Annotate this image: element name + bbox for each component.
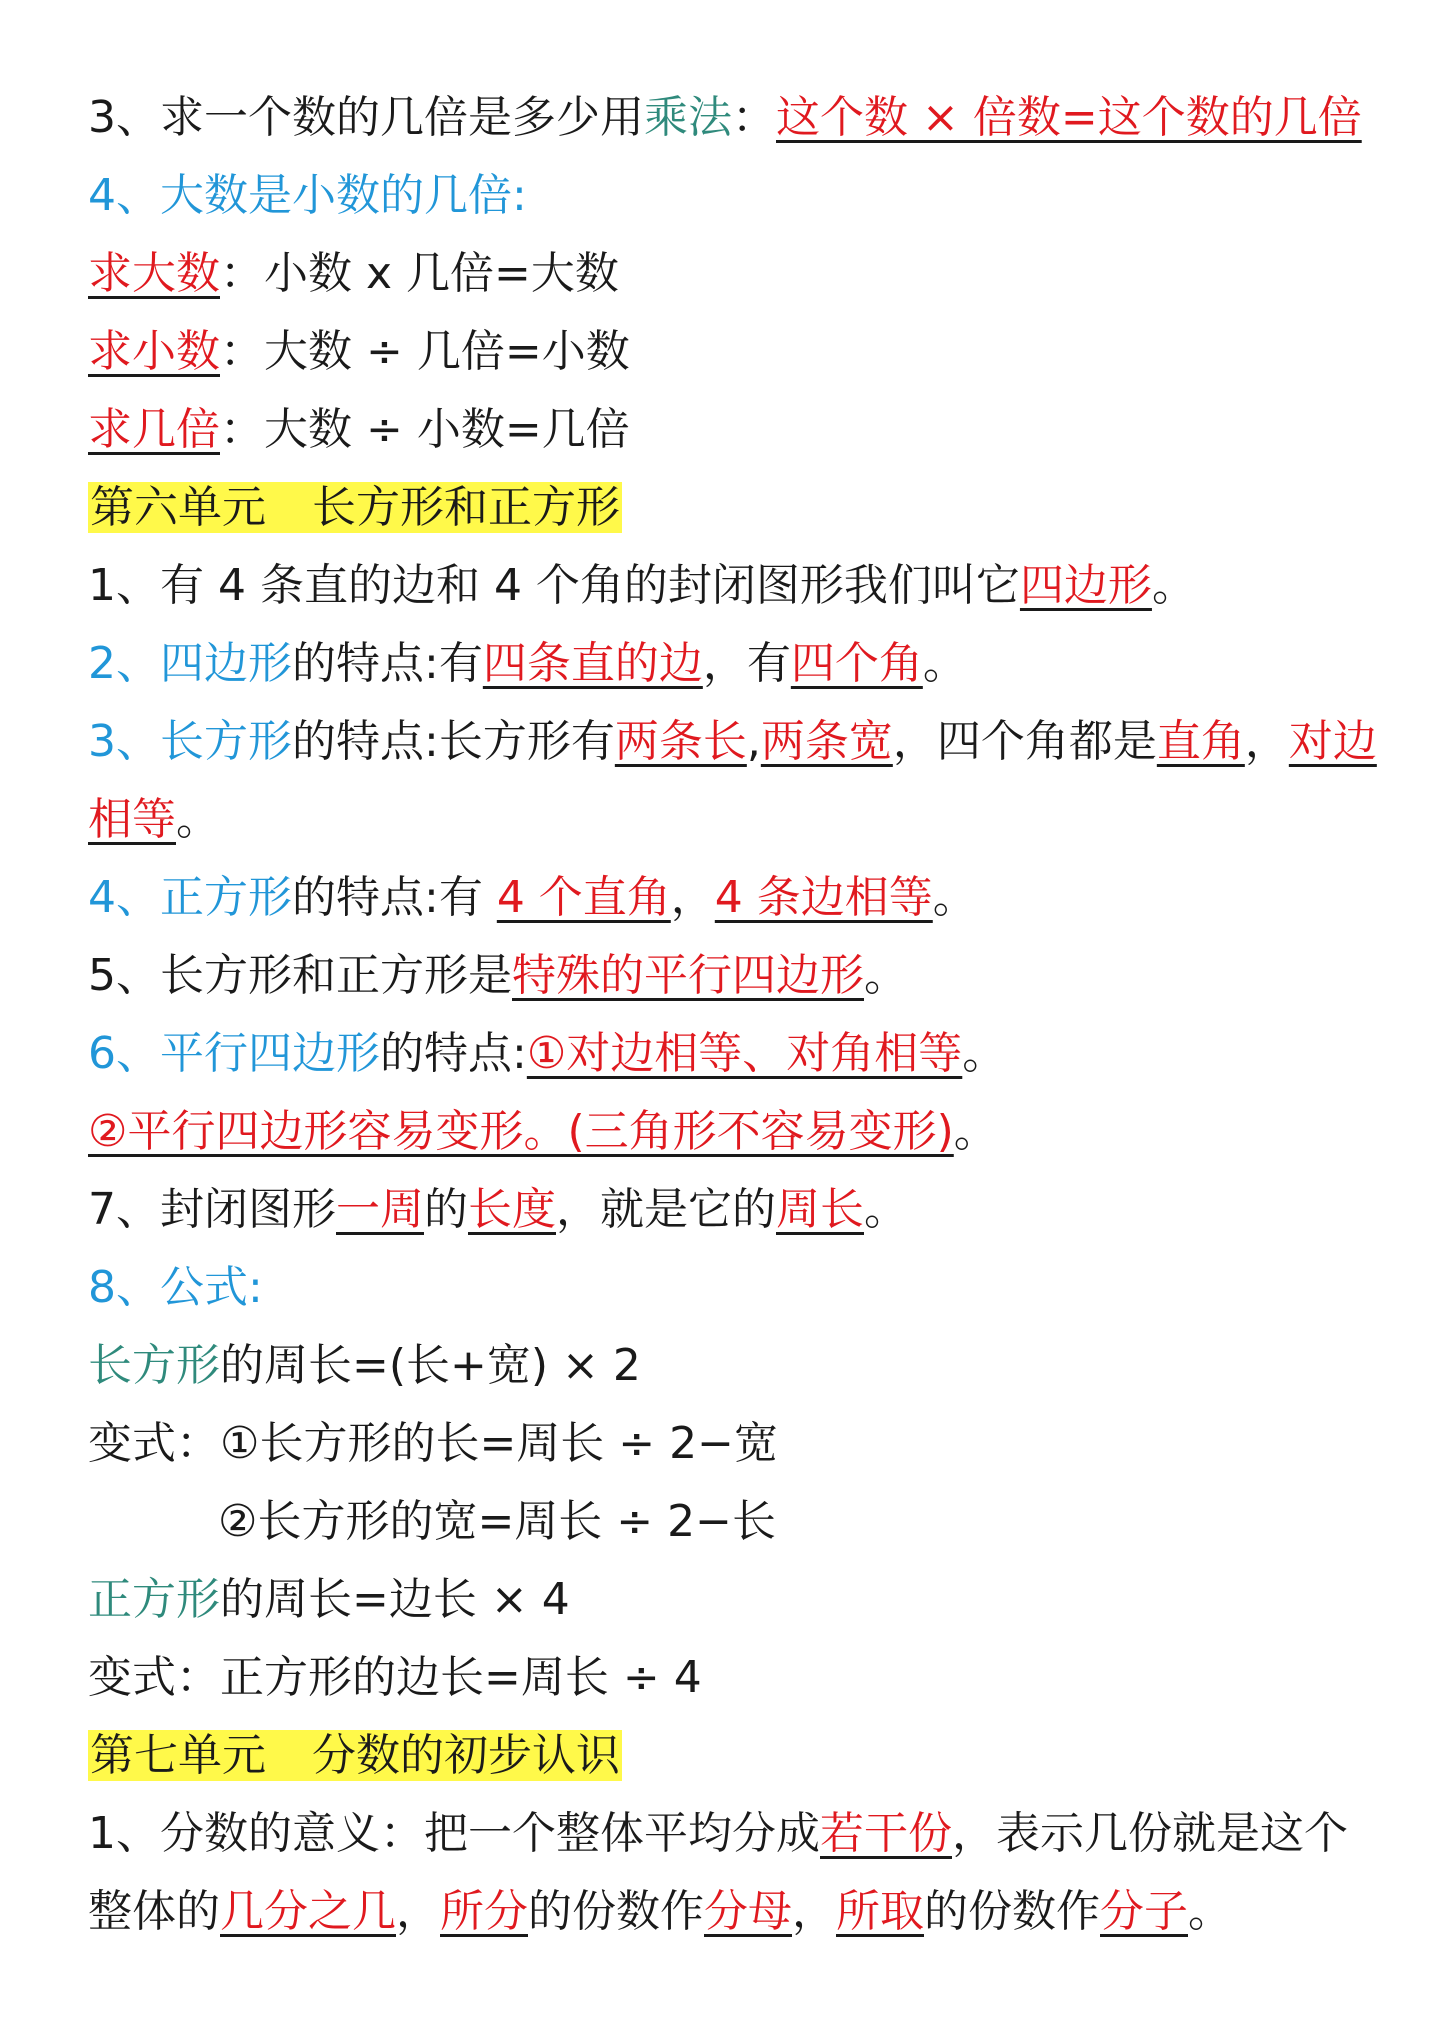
text: 的特点:有 [292, 872, 497, 923]
text: ， [396, 1886, 440, 1937]
text: 。 [953, 1106, 998, 1157]
line-square-variant: 变式：正方形的边长=周长 ÷ 4 [88, 1652, 702, 1703]
text: ，就是它的 [556, 1184, 776, 1235]
keyword: 四条直的边 [482, 638, 703, 689]
text: 。 [864, 1184, 908, 1235]
line-find-times [88, 400, 630, 460]
keyword: 若干份 [820, 1808, 952, 1859]
keyword: 分母 [704, 1886, 792, 1937]
line-parallelogram-features [88, 1024, 1006, 1084]
line-fraction-meaning-cont [88, 1882, 1232, 1942]
line-quadrilateral-features [88, 634, 967, 694]
topic: 正方形 [88, 1574, 220, 1625]
line-parallelogram-deform [88, 1102, 998, 1162]
line-quadrilateral-def [88, 556, 1196, 616]
text: 整体的 [88, 1886, 220, 1937]
text: ：大数 ÷ 几倍=小数 [220, 326, 630, 377]
keyword: ①对边相等、对角相等 [526, 1028, 963, 1079]
line-rectangle-features-cont [88, 790, 220, 850]
keyword: 四个角 [790, 638, 923, 689]
text: ：小数 x 几倍=大数 [220, 248, 619, 299]
label-find-times: 求几倍 [88, 404, 220, 455]
keyword: 相等 [88, 794, 176, 845]
topic: 3、长方形 [88, 716, 292, 767]
line-perimeter-def [88, 1180, 908, 1240]
topic: 6、平行四边形 [88, 1028, 380, 1079]
text: 3、求一个数的几倍是多少用 [88, 92, 644, 143]
keyword: 两条宽 [760, 716, 893, 767]
keyword: 长度 [468, 1184, 556, 1235]
unit-title: 长方形和正方形 [312, 482, 620, 533]
line-formula-heading: 8、公式: [88, 1262, 263, 1313]
text: 。 [962, 1028, 1007, 1079]
keyword: 分子 [1100, 1886, 1188, 1937]
line-rect-perimeter [88, 1336, 641, 1396]
line-fraction-meaning [88, 1804, 1348, 1864]
line-square-perimeter [88, 1570, 570, 1630]
unit6-heading [88, 478, 622, 538]
text: ，表示几份就是这个 [952, 1808, 1348, 1859]
text: ， [792, 1886, 836, 1937]
line-rect-variant-1: 变式：①长方形的长=周长 ÷ 2−宽 [88, 1418, 779, 1469]
text: 的特点:长方形有 [292, 716, 615, 767]
text: 7、封闭图形 [88, 1184, 336, 1235]
keyword: ②平行四边形容易变形。(三角形不容易变形) [88, 1106, 954, 1157]
unit7-heading [88, 1726, 622, 1786]
text: ， [1244, 716, 1289, 767]
text: 。 [1151, 560, 1196, 611]
text: ： [732, 92, 776, 143]
text: 的特点: [380, 1028, 527, 1079]
line-special-parallelogram [88, 946, 908, 1006]
unit-number: 第七单元 [90, 1730, 266, 1781]
line-heading-times: 4、大数是小数的几倍: [88, 170, 527, 221]
line-find-small [88, 322, 630, 382]
text: 1、分数的意义：把一个整体平均分成 [88, 1808, 820, 1859]
keyword: 对边 [1288, 716, 1377, 767]
text: 的特点:有 [292, 638, 483, 689]
keyword: 一周 [336, 1184, 424, 1235]
line-find-big [88, 244, 619, 304]
unit-title: 分数的初步认识 [312, 1730, 620, 1781]
text: 的周长=边长 × 4 [220, 1574, 570, 1625]
text: ，四个角都是 [892, 716, 1157, 767]
keyword: 4 条边相等 [714, 872, 933, 923]
line-multiplication-rule [88, 88, 1362, 148]
text: 。 [922, 638, 967, 689]
text: 的 [424, 1184, 468, 1235]
keyword: 四边形 [1019, 560, 1152, 611]
text: ， [670, 872, 715, 923]
keyword: 4 个直角 [496, 872, 671, 923]
label-find-small: 求小数 [88, 326, 220, 377]
keyword: 几分之几 [220, 1886, 396, 1937]
keyword: 周长 [776, 1184, 864, 1235]
keyword: 特殊的平行四边形 [512, 950, 864, 1001]
text: 5、长方形和正方形是 [88, 950, 512, 1001]
text: 。 [176, 794, 220, 845]
line-rect-variant-2: ②长方形的宽=周长 ÷ 2−长 [218, 1496, 777, 1547]
topic: 长方形 [88, 1340, 220, 1391]
text: 的份数作 [924, 1886, 1100, 1937]
line-square-features [88, 868, 977, 928]
keyword: 所取 [836, 1886, 924, 1937]
text: 1、有 4 条直的边和 4 个角的封闭图形我们叫它 [88, 560, 1020, 611]
text: 。 [864, 950, 908, 1001]
keyword: 直角 [1156, 716, 1245, 767]
text: 。 [932, 872, 977, 923]
text: ：大数 ÷ 小数=几倍 [220, 404, 630, 455]
text: 的份数作 [528, 1886, 704, 1937]
keyword-multiplication: 乘法 [644, 92, 732, 143]
line-rectangle-features [88, 712, 1377, 772]
formula-underlined: 这个数 × 倍数=这个数的几倍 [776, 92, 1362, 143]
unit-number: 第六单元 [90, 482, 266, 533]
label-find-big: 求大数 [88, 248, 220, 299]
text: 。 [1188, 1886, 1232, 1937]
keyword: 两条长 [614, 716, 747, 767]
text: , [746, 716, 761, 767]
text: ，有 [702, 638, 791, 689]
topic: 2、四边形 [88, 638, 292, 689]
topic: 4、正方形 [88, 872, 292, 923]
keyword: 所分 [440, 1886, 528, 1937]
text: 的周长=(长+宽) × 2 [220, 1340, 641, 1391]
